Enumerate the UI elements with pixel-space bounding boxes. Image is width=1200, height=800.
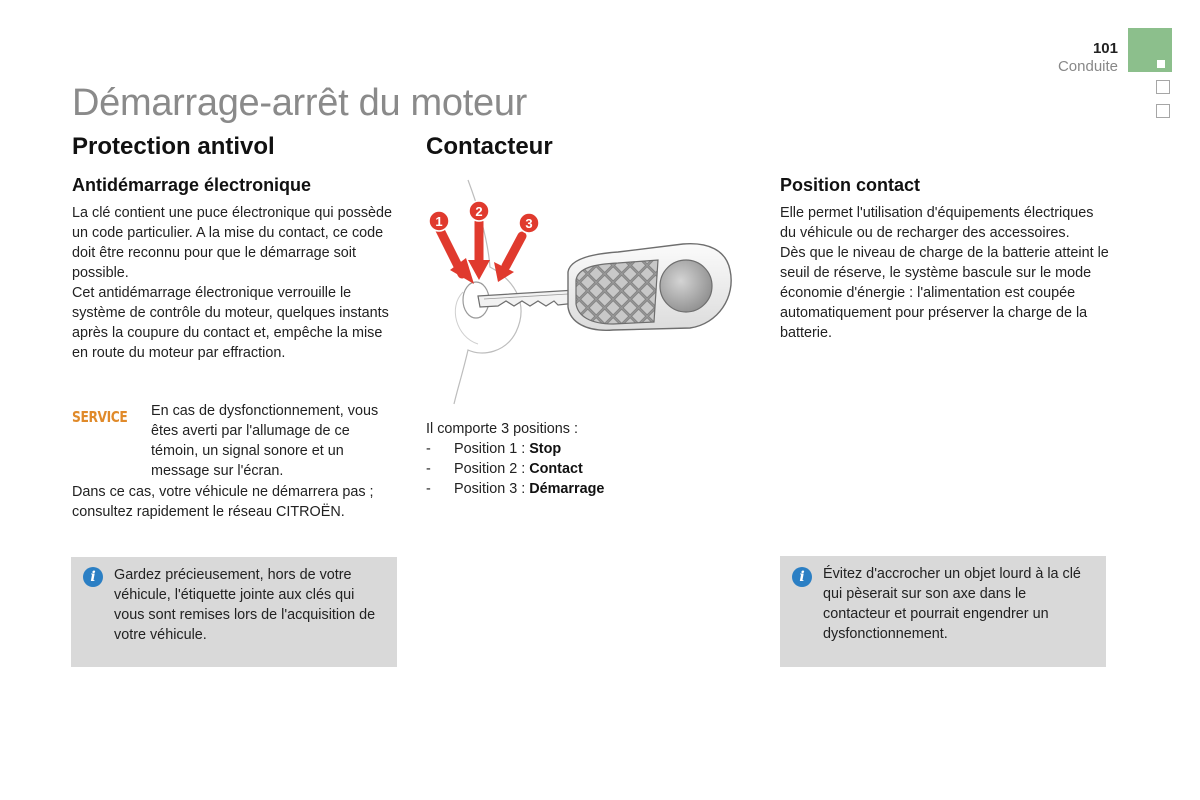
paragraph: La clé contient une puce électronique qui possède un code particulier. A la mise du contact, ce code doit être reconnu pour que le démarrage soit possible. (72, 205, 393, 281)
list-item: - Position 2 : Contact (426, 461, 583, 477)
arrow-3 (506, 236, 522, 266)
callout-2-label: 2 (475, 204, 483, 219)
ignition-key-illustration (418, 172, 748, 410)
left-body-end: Dans ce cas, votre véhicule ne démarrera pas ; consultez rapidement le réseau CITROËN. (72, 484, 374, 520)
callout-1-label: 1 (435, 214, 443, 229)
left-subheading: Antidémarrage électronique (72, 175, 312, 195)
info-icon: i (83, 567, 103, 587)
service-text: En cas de dysfonctionnement, vous êtes averti par l'allumage de ce témoin, un signal sonore et un message sur l'écran. (151, 403, 379, 479)
callout-3-label: 3 (525, 216, 533, 231)
middle-heading: Contacteur (426, 133, 553, 160)
chapter-tab (1156, 80, 1170, 94)
page-number: 101 (1092, 40, 1118, 57)
chapter-tab-active (1128, 28, 1172, 72)
paragraph: Dès que le niveau de charge de la batterie atteint le seuil de réserve, le système bascule sur le mode économie d'énergie : l'alimentation est coupée automatiquement pour préserver la charge de la batterie. (780, 245, 1109, 341)
chapter-tab-marker (1157, 60, 1165, 68)
service-warning-icon: SERVICE (72, 408, 128, 426)
positions-list (426, 439, 726, 499)
info-icon: i (792, 567, 812, 587)
positions-intro: Il comporte 3 positions : (426, 421, 578, 437)
key-knob (660, 260, 712, 312)
chapter-tab (1156, 104, 1170, 118)
list-item: - Position 1 : Stop (426, 441, 562, 457)
left-body (72, 203, 402, 363)
key-head-grille (576, 260, 658, 324)
paragraph: Cet antidémarrage électronique verrouille le système de contrôle du moteur, quelques instants après la coupure du contact et, empêche la mise en route du moteur par effraction. (72, 285, 389, 361)
right-subheading: Position contact (780, 175, 921, 195)
note-text: Évitez d'accrocher un objet lourd à la clé qui pèserait sur son axe dans le contacteur et pourrait engendrer un dysfonctionnement. (823, 566, 1081, 642)
section-name: Conduite (1057, 58, 1118, 75)
note-box-left (71, 557, 397, 667)
note-box-right (780, 556, 1106, 667)
right-body (780, 203, 1110, 343)
note-text: Gardez précieusement, hors de votre véhicule, l'étiquette jointe aux clés qui vous sont remises lors de l'acquisition de votre véhicule. (114, 567, 376, 643)
left-heading: Protection antivol (72, 133, 275, 160)
list-item: - Position 3 : Démarrage (426, 481, 605, 497)
paragraph: Elle permet l'utilisation d'équipements électriques du véhicule ou de recharger des accessoires. (780, 205, 1094, 241)
page-title: Démarrage-arrêt du moteur (72, 82, 528, 124)
